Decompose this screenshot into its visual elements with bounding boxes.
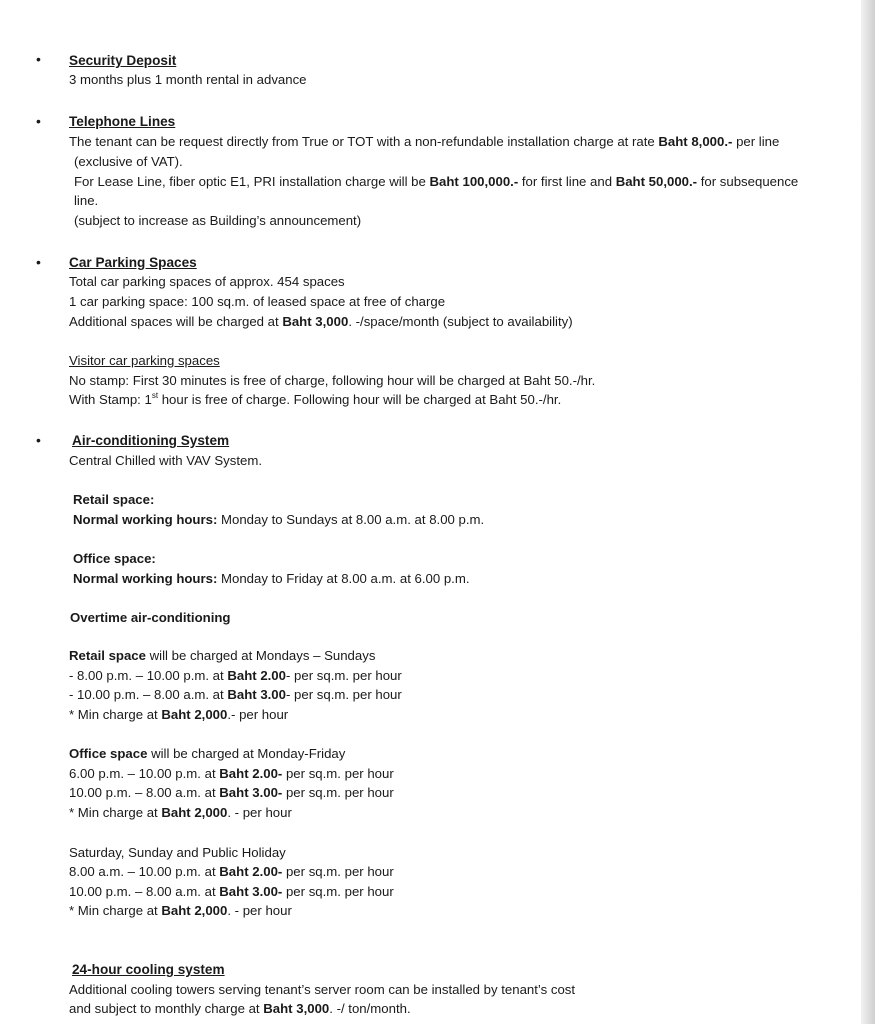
telephone-line-3: For Lease Line, fiber optic E1, PRI installation charge will be Baht 100,000.- for first line and Baht 50,000.- for subsequence <box>74 174 799 189</box>
retail-hours: Normal working hours: Monday to Sundays at 8.00 a.m. at 8.00 p.m. <box>73 512 485 527</box>
bullet-icon: • <box>36 51 41 67</box>
ot-weekend-head: Saturday, Sunday and Public Holiday <box>69 845 286 860</box>
telephone-line-5: (subject to increase as Building’s announcement) <box>74 213 362 228</box>
visitor-parking-heading: Visitor car parking spaces <box>69 353 220 368</box>
visitor-line-2: With Stamp: 1st hour is free of charge. Following hour will be charged at Baht 50.-/hr. <box>69 390 562 407</box>
retail-space-title: Retail space: <box>73 492 155 507</box>
parking-line-1: Total car parking spaces of approx. 454 spaces <box>69 274 345 289</box>
ot-weekend-rate-1: 8.00 a.m. – 10.00 p.m. at Baht 2.00- per sq.m. per hour <box>69 864 394 879</box>
ot-office-rate-2: 10.00 p.m. – 8.00 a.m. at Baht 3.00- per sq.m. per hour <box>69 785 394 800</box>
ot-retail-head: Retail space will be charged at Mondays – Sundays <box>69 648 376 663</box>
security-deposit-heading: Security Deposit <box>69 53 177 68</box>
parking-line-3: Additional spaces will be charged at Baht 3,000. -/space/month (subject to availability) <box>69 314 573 329</box>
overtime-title: Overtime air-conditioning <box>70 610 231 625</box>
parking-line-2: 1 car parking space: 100 sq.m. of leased space at free of charge <box>69 294 446 309</box>
cooling-line-1: Additional cooling towers serving tenant’s server room can be installed by tenant’s cost <box>69 982 576 997</box>
ot-weekend-min: * Min charge at Baht 2,000. - per hour <box>69 903 292 918</box>
ot-retail-rate-2: - 10.00 p.m. – 8.00 a.m. at Baht 3.00- per sq.m. per hour <box>69 687 402 702</box>
cooling-heading: 24-hour cooling system <box>72 962 225 977</box>
security-deposit-text: 3 months plus 1 month rental in advance <box>69 72 307 87</box>
cooling-line-2: and subject to monthly charge at Baht 3,000. -/ ton/month. <box>69 1001 411 1016</box>
office-space-title: Office space: <box>73 551 156 566</box>
page-edge-shadow <box>861 0 875 1024</box>
bullet-icon: • <box>36 113 41 129</box>
ot-office-min: * Min charge at Baht 2,000. - per hour <box>69 805 292 820</box>
office-hours: Normal working hours: Monday to Friday at 8.00 a.m. at 6.00 p.m. <box>73 571 470 586</box>
telephone-line-2: (exclusive of VAT). <box>74 154 183 169</box>
ot-office-rate-1: 6.00 p.m. – 10.00 p.m. at Baht 2.00- per sq.m. per hour <box>69 766 394 781</box>
telephone-line-4: line. <box>74 193 99 208</box>
bullet-icon: • <box>36 254 41 270</box>
bullet-icon: • <box>36 432 41 448</box>
ot-office-head: Office space will be charged at Monday-Friday <box>69 746 346 761</box>
ot-retail-rate-1: - 8.00 p.m. – 10.00 p.m. at Baht 2.00- per sq.m. per hour <box>69 668 402 683</box>
aircon-line-1: Central Chilled with VAV System. <box>69 453 262 468</box>
ot-retail-min: * Min charge at Baht 2,000.- per hour <box>69 707 289 722</box>
visitor-line-1: No stamp: First 30 minutes is free of charge, following hour will be charged at Baht 50.-/hr. <box>69 373 596 388</box>
ot-weekend-rate-2: 10.00 p.m. – 8.00 a.m. at Baht 3.00- per sq.m. per hour <box>69 884 394 899</box>
telephone-lines-heading: Telephone Lines <box>69 114 176 129</box>
car-parking-heading: Car Parking Spaces <box>69 255 197 270</box>
telephone-line-1: The tenant can be request directly from True or TOT with a non-refundable installation charge at rate Baht 8,000.- per line <box>69 134 780 149</box>
air-conditioning-heading: Air-conditioning System <box>72 433 230 448</box>
